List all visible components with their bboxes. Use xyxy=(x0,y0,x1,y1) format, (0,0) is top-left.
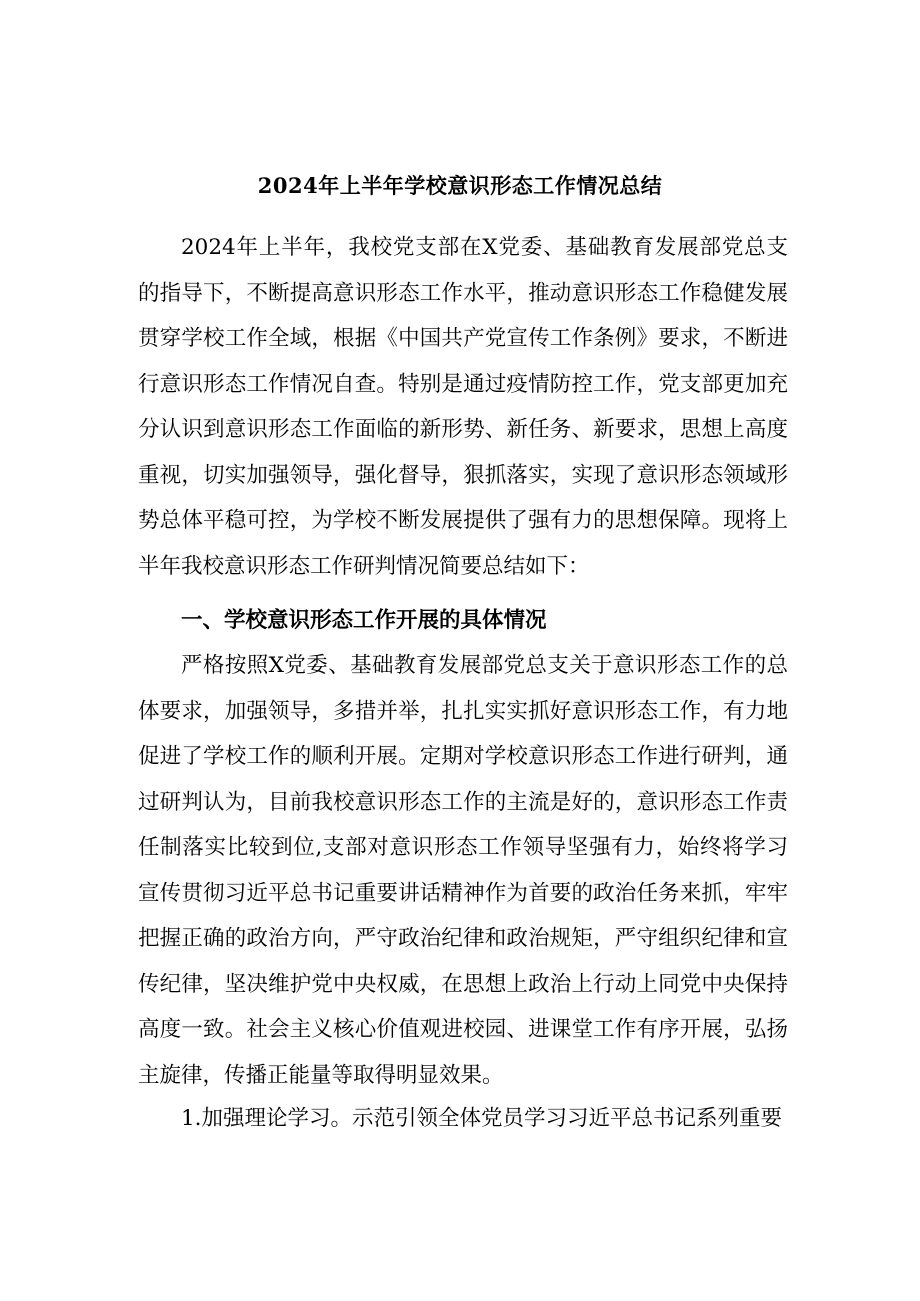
section-heading: 一、学校意识形态工作开展的具体情况 xyxy=(181,608,547,633)
section-paragraph: 严格按照X党委、基础教育发展部党总支关于意识形态工作的总体要求，加强领导，多措并举，扎扎实实抓好意识形态工作，有力地促进了学校工作的顺利开展。定期对学校意识形态工作进行研判，通过研判认为，目前我校意识形态工作的主流是好的，意识形态工作责任制落实比较到位,支部对意识形态工作领导坚强有力，始终将学习宣传贯彻习近平总书记重要讲话精神作为首要的政治任务来抓，牢牢把握正确的政治方向，严守政治纪律和政治规矩，严守组织纪律和宣传纪律，坚决维护党中央权威，在思想上政治上行动上同党中央保持高度一致。社会主义核心价值观进校园、进课堂工作有序开展，弘扬主旋律，传播正能量等取得明显效果。 xyxy=(138,653,788,1088)
document-title: 2024年上半年学校意识形态工作情况总结 xyxy=(257,173,663,198)
intro-paragraph: 2024年上半年，我校党支部在X党委、基础教育发展部党总支的指导下，不断提高意识形态工作水平，推动意识形态工作稳健发展贯穿学校工作全域，根据《中国共产党宣传工作条例》要求，不断进行意识形态工作情况自查。特别是通过疫情防控工作，党支部更加充分认识到意识形态工作面临的新形势、新任务、新要求，思想上高度重视，切实加强领导，强化督导，狠抓落实，实现了意识形态领域形势总体平稳可控，为学校不断发展提供了强有力的思想保障。现将上半年我校意识形态工作研判情况简要总结如下： xyxy=(138,235,788,579)
list-item-paragraph: 1.加强理论学习。示范引领全体党员学习习近平总书记系列重要 xyxy=(181,1106,783,1131)
